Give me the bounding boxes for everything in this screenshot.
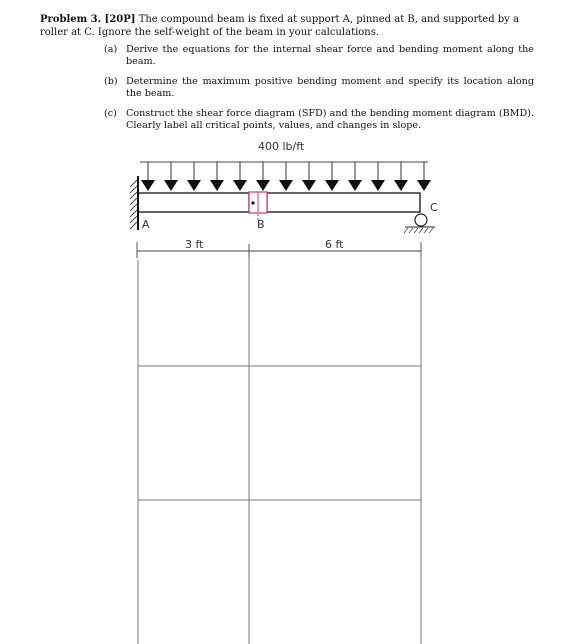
roller-support-c (404, 214, 435, 233)
part-a-text: Derive the equations for the internal shear force and bending moment along the beam. (126, 44, 534, 67)
diagram-answer-grid (138, 258, 421, 644)
problem-number: Problem 3. [20P] (40, 14, 136, 25)
load-label: 400 lb/ft (258, 140, 305, 153)
load-arrow (417, 162, 431, 191)
fixed-support-a (130, 176, 138, 230)
part-b-text: Determine the maximum positive bending moment and specify its location along the beam. (126, 76, 534, 99)
load-arrow (348, 162, 362, 191)
label-b: B (257, 218, 265, 231)
load-arrow (394, 162, 408, 191)
load-arrow (187, 162, 201, 191)
beam-segment-bc (267, 193, 420, 212)
load-arrow (302, 162, 316, 191)
part-b-tag: (b) (104, 76, 118, 87)
distributed-load-arrows (141, 162, 431, 191)
load-arrow (256, 162, 270, 191)
dimension-line (137, 242, 421, 258)
part-a-tag: (a) (104, 44, 118, 55)
load-arrow (141, 162, 155, 191)
problem-text: The compound beam is fixed at support A, pinned at B, and supported by a roller at C. Ignore the self-weight of the beam in your calculations. (40, 14, 519, 38)
part-c-tag: (c) (104, 108, 117, 119)
label-a: A (142, 218, 150, 231)
part-c-text: Construct the shear force diagram (SFD) and the bending moment diagram (BMD). Clearly label all critical points, values, and changes in slope. (126, 108, 534, 131)
label-c: C (430, 201, 438, 214)
load-arrow (210, 162, 224, 191)
span-ab-label: 3 ft (185, 238, 204, 251)
beam-segment-ab (138, 193, 249, 212)
load-arrow (371, 162, 385, 191)
load-arrow (233, 162, 247, 191)
load-arrow (325, 162, 339, 191)
load-arrow (164, 162, 178, 191)
span-bc-label: 6 ft (325, 238, 344, 251)
load-arrow (279, 162, 293, 191)
